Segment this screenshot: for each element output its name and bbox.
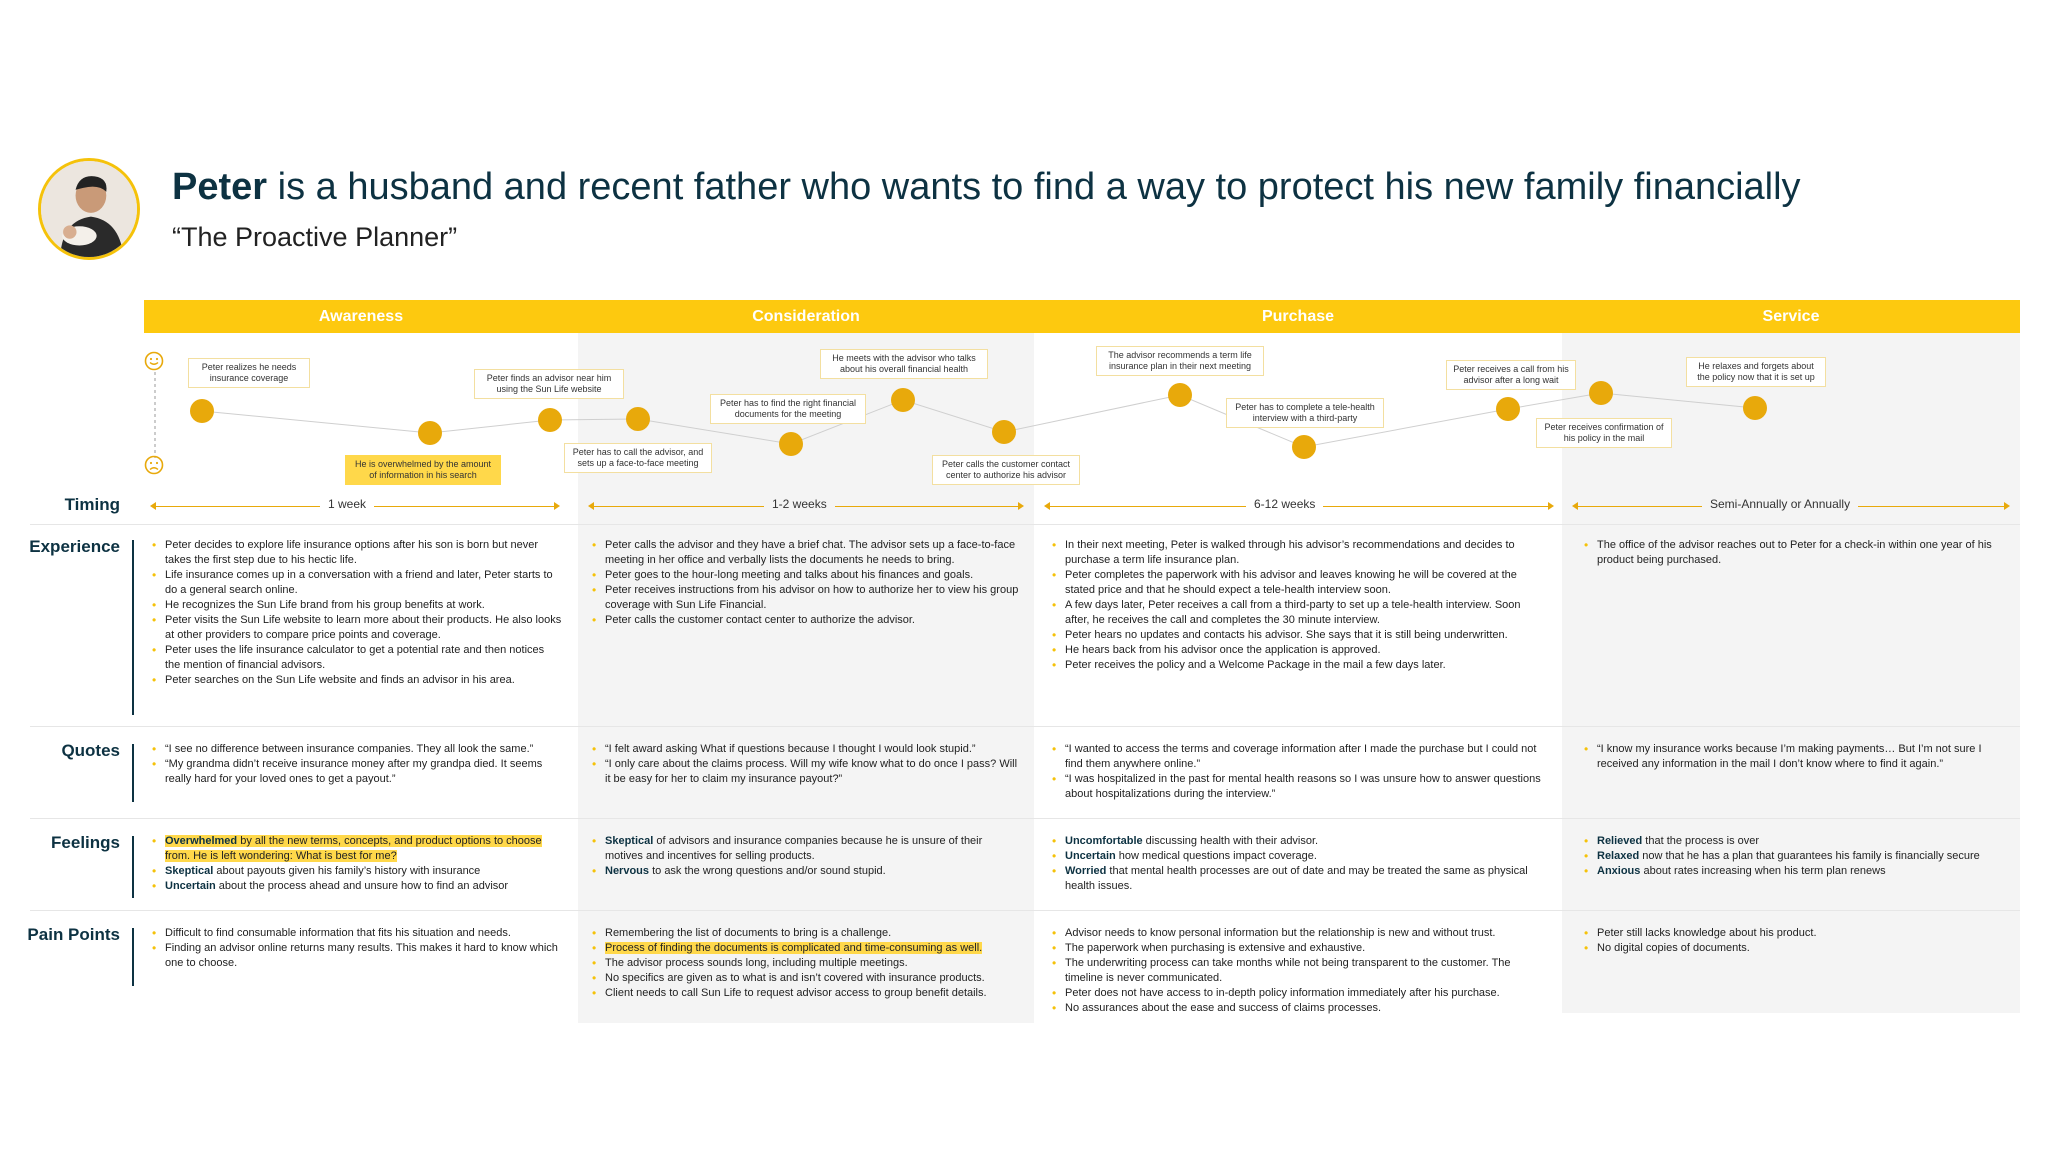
separator: [30, 818, 2020, 819]
list-item: [152, 864, 562, 879]
feeling-keyword: Nervous: [605, 865, 650, 877]
list-item: • Peter still lacks knowledge about his product.: [1584, 926, 2004, 941]
journey-point-6: [891, 388, 915, 412]
callout-9: Peter has to complete a tele-health interview with a third-party: [1226, 398, 1384, 428]
list-item: • Peter calls the customer contact center to authorize the advisor.: [592, 613, 1020, 628]
list-item: [152, 879, 562, 894]
journey-point-3: [538, 408, 562, 432]
row-label-timing: Timing: [64, 495, 120, 514]
feeling-text: about the process ahead and unsure how to find an advisor: [215, 880, 509, 892]
callout-4: Peter has to call the advisor, and sets up a face-to-face meeting: [564, 443, 712, 473]
callout-7: Peter calls the customer contact center to authorize his advisor: [932, 455, 1080, 485]
feeling-text: that mental health processes are out of date and may be treated the same as physical health issues.: [1065, 865, 1528, 892]
feeling-keyword: Relieved: [1597, 835, 1643, 847]
feeling-text: to ask the wrong questions and/or sound stupid.: [649, 865, 886, 877]
feeling-text: discussing health with their advisor.: [1142, 835, 1319, 847]
journey-point-9: [1292, 435, 1316, 459]
journey-point-10: [1496, 397, 1520, 421]
row-label-pain-points: Pain Points: [27, 925, 120, 944]
experience-service: [1584, 538, 2004, 568]
timing-awareness: [150, 497, 560, 517]
list-item: [1584, 864, 2004, 879]
list-item: • Advisor needs to know personal information but the relationship is new and without trust.: [1052, 926, 1544, 941]
list-item: • The paperwork when purchasing is extensive and exhaustive.: [1052, 941, 1544, 956]
list-item: • The office of the advisor reaches out to Peter for a check-in within one year of his product being purchased.: [1584, 538, 2004, 568]
row-rule: [132, 744, 134, 802]
feeling-text: how medical questions impact coverage.: [1115, 850, 1317, 862]
list-item: • Peter receives instructions from his advisor on how to authorize her to view his group coverage with Sun Life Financial.: [592, 583, 1020, 613]
list-item: [1052, 834, 1544, 849]
experience-awareness: [152, 538, 562, 688]
quote-item: • “I felt award asking What if questions because I thought I would look stupid.”: [592, 742, 1020, 757]
list-item: • Life insurance comes up in a conversation with a friend and later, Peter starts to do a general search online.: [152, 568, 562, 598]
row-label-experience: Experience: [29, 537, 120, 556]
list-item: • Remembering the list of documents to bring is a challenge.: [592, 926, 1020, 941]
journey-point-2: [418, 421, 442, 445]
feelings-purchase: [1052, 834, 1544, 894]
list-item: • Peter visits the Sun Life website to learn more about their products. He also looks at other providers to compare price points and coverage.: [152, 613, 562, 643]
pain-points-consideration: [592, 926, 1020, 1001]
feelings-service: [1584, 834, 2004, 879]
timing-service: [1572, 497, 2010, 517]
list-item: [1052, 864, 1544, 894]
list-item: • A few days later, Peter receives a call from a third-party to set up a tele-health interview. Soon after, he receives the call and completes the 30 minute interview.: [1052, 598, 1544, 628]
row-rule: [132, 836, 134, 898]
timing-label: Semi-Annually or Annually: [1702, 497, 1858, 511]
list-item: • He recognizes the Sun Life brand from his group benefits at work.: [152, 598, 562, 613]
feeling-keyword: Uncertain: [165, 880, 216, 892]
pain-points-purchase: [1052, 926, 1544, 1016]
quotes-awareness: [152, 742, 562, 787]
journey-point-7: [992, 420, 1016, 444]
title-text: is a husband and recent father who wants to find a way to protect his new family financially: [277, 166, 1801, 208]
separator: [30, 910, 2020, 911]
list-item: [1584, 834, 2004, 849]
list-item: [152, 834, 562, 864]
list-item: • The advisor process sounds long, including multiple meetings.: [592, 956, 1020, 971]
separator: [30, 726, 2020, 727]
quote-item: • “I only care about the claims process. Will my wife know what to do once I pass? Will it be easy for her to claim my insurance payout?”: [592, 757, 1020, 787]
feeling-text: by all the new terms, concepts, and product options to choose from. He is left wondering: What is best for me?: [165, 835, 542, 862]
list-item: • Peter goes to the hour-long meeting and talks about his finances and goals.: [592, 568, 1020, 583]
stage-purchase: Purchase: [1261, 308, 1335, 325]
quote-item: • “I know my insurance works because I’m making payments… But I’m not sure I received any information in the mail I don’t know where to find it again.”: [1584, 742, 2004, 772]
separator: [30, 524, 2020, 525]
list-item: • No assurances about the ease and success of claims processes.: [1052, 1001, 1544, 1016]
persona-subtitle: “The Proactive Planner”: [172, 222, 458, 252]
timing-label: 1-2 weeks: [764, 497, 835, 511]
list-item: [592, 941, 1020, 956]
journey-point-1: [190, 399, 214, 423]
list-item: • Finding an advisor online returns many results. This makes it hard to know which one to choose.: [152, 941, 562, 971]
list-item: • Peter decides to explore life insurance options after his son is born but never takes the first step due to his hectic life.: [152, 538, 562, 568]
pain-points-awareness: [152, 926, 562, 971]
feeling-text: about rates increasing when his term plan renews: [1640, 865, 1886, 877]
feeling-keyword: Relaxed: [1597, 850, 1640, 862]
quote-item: • “My grandma didn’t receive insurance money after my grandpa died. It seems really hard for your loved ones to get a payout.”: [152, 757, 562, 787]
callout-12: He relaxes and forgets about the policy now that it is set up: [1686, 357, 1826, 387]
list-item: • Peter hears no updates and contacts his advisor. She says that it is still being underwritten.: [1052, 628, 1544, 643]
callout-1: Peter realizes he needs insurance coverage: [188, 358, 310, 388]
smiley-face-icon: [144, 351, 164, 371]
row-label-feelings: Feelings: [51, 833, 120, 852]
list-item: [592, 834, 1020, 864]
stage-service: Service: [1762, 308, 1820, 325]
callout-6: He meets with the advisor who talks about his overall financial health: [820, 349, 988, 379]
list-item: • No specifics are given as to what is and isn’t covered with insurance products.: [592, 971, 1020, 986]
list-item: • Client needs to call Sun Life to request advisor access to group benefit details.: [592, 986, 1020, 1001]
row-rule: [132, 928, 134, 986]
callout-11: Peter receives confirmation of his policy in the mail: [1536, 418, 1672, 448]
quote-item: • “I see no difference between insurance companies. They all look the same.”: [152, 742, 562, 757]
pain-points-service: [1584, 926, 2004, 956]
stage-awareness: Awareness: [318, 308, 404, 325]
quote-item: • “I wanted to access the terms and coverage information after I made the purchase but I could not find them anywhere online.”: [1052, 742, 1544, 772]
quotes-service: [1584, 742, 2004, 772]
list-item: [1052, 849, 1544, 864]
list-item: [1584, 849, 2004, 864]
list-item: • In their next meeting, Peter is walked through his advisor’s recommendations and decides to purchase a term life insurance plan.: [1052, 538, 1544, 568]
journey-point-4: [626, 407, 650, 431]
timing-label: 1 week: [320, 497, 374, 511]
row-rule: [132, 540, 134, 715]
feeling-keyword: Uncomfortable: [1065, 835, 1143, 847]
feeling-keyword: Skeptical: [165, 865, 214, 877]
persona-name: Peter: [172, 166, 268, 208]
list-item: • Peter receives the policy and a Welcome Package in the mail a few days later.: [1052, 658, 1544, 673]
journey-point-11: [1589, 381, 1613, 405]
journey-point-8: [1168, 383, 1192, 407]
list-item: • He hears back from his advisor once the application is approved.: [1052, 643, 1544, 658]
feeling-text: now that he has a plan that guarantees his family is financially secure: [1639, 850, 1980, 862]
callout-10: Peter receives a call from his advisor after a long wait: [1446, 360, 1576, 390]
list-item: • Peter calls the advisor and they have a brief chat. The advisor sets up a face-to-face meeting in her office and verbally lists the documents he needs to bring.: [592, 538, 1020, 568]
feeling-keyword: Anxious: [1597, 865, 1641, 877]
quotes-purchase: [1052, 742, 1544, 802]
list-item: [592, 864, 1020, 879]
quotes-consideration: [592, 742, 1020, 787]
feeling-text: that the process is over: [1642, 835, 1760, 847]
quote-item: • “I was hospitalized in the past for mental health reasons so I was unsure how to answer questions about hospitalizations during the interview.”: [1052, 772, 1544, 802]
feeling-keyword: Worried: [1065, 865, 1107, 877]
sad-face-icon: [144, 455, 164, 475]
list-item: • Peter uses the life insurance calculator to get a potential rate and then notices the mention of financial advisors.: [152, 643, 562, 673]
callout-2: He is overwhelmed by the amount of information in his search: [345, 455, 501, 485]
experience-consideration: [592, 538, 1020, 628]
list-item: • Difficult to find consumable information that fits his situation and needs.: [152, 926, 562, 941]
feeling-text: about payouts given his family’s history with insurance: [213, 865, 481, 877]
timing-label: 6-12 weeks: [1246, 497, 1323, 511]
callout-5: Peter has to find the right financial documents for the meeting: [710, 394, 866, 424]
list-item: • Peter completes the paperwork with his advisor and leaves knowing he will be covered at the stated price and that he should expect a tele-health interview soon.: [1052, 568, 1544, 598]
feeling-text: of advisors and insurance companies because he is unsure of their motives and incentives for selling products.: [605, 835, 983, 862]
callout-8: The advisor recommends a term life insurance plan in their next meeting: [1096, 346, 1264, 376]
experience-purchase: [1052, 538, 1544, 673]
feeling-keyword: Overwhelmed: [165, 835, 238, 847]
callout-3: Peter finds an advisor near him using the Sun Life website: [474, 369, 624, 399]
list-item: • The underwriting process can take months while not being transparent to the customer. The timeline is never communicated.: [1052, 956, 1544, 986]
timing-consideration: [588, 497, 1024, 517]
highlighted-text: Process of finding the documents is complicated and time-consuming as well.: [605, 942, 983, 954]
timing-purchase: [1044, 497, 1554, 517]
feelings-consideration: [592, 834, 1020, 879]
feeling-keyword: Uncertain: [1065, 850, 1116, 862]
list-item: • Peter searches on the Sun Life website and finds an advisor in his area.: [152, 673, 562, 688]
list-item: • Peter does not have access to in-depth policy information immediately after his purchase.: [1052, 986, 1544, 1001]
stage-consideration: Consideration: [752, 308, 860, 325]
journey-point-5: [779, 432, 803, 456]
list-item: • No digital copies of documents.: [1584, 941, 2004, 956]
feeling-keyword: Skeptical: [605, 835, 654, 847]
feelings-awareness: [152, 834, 562, 894]
row-label-quotes: Quotes: [61, 741, 120, 760]
journey-point-12: [1743, 396, 1767, 420]
